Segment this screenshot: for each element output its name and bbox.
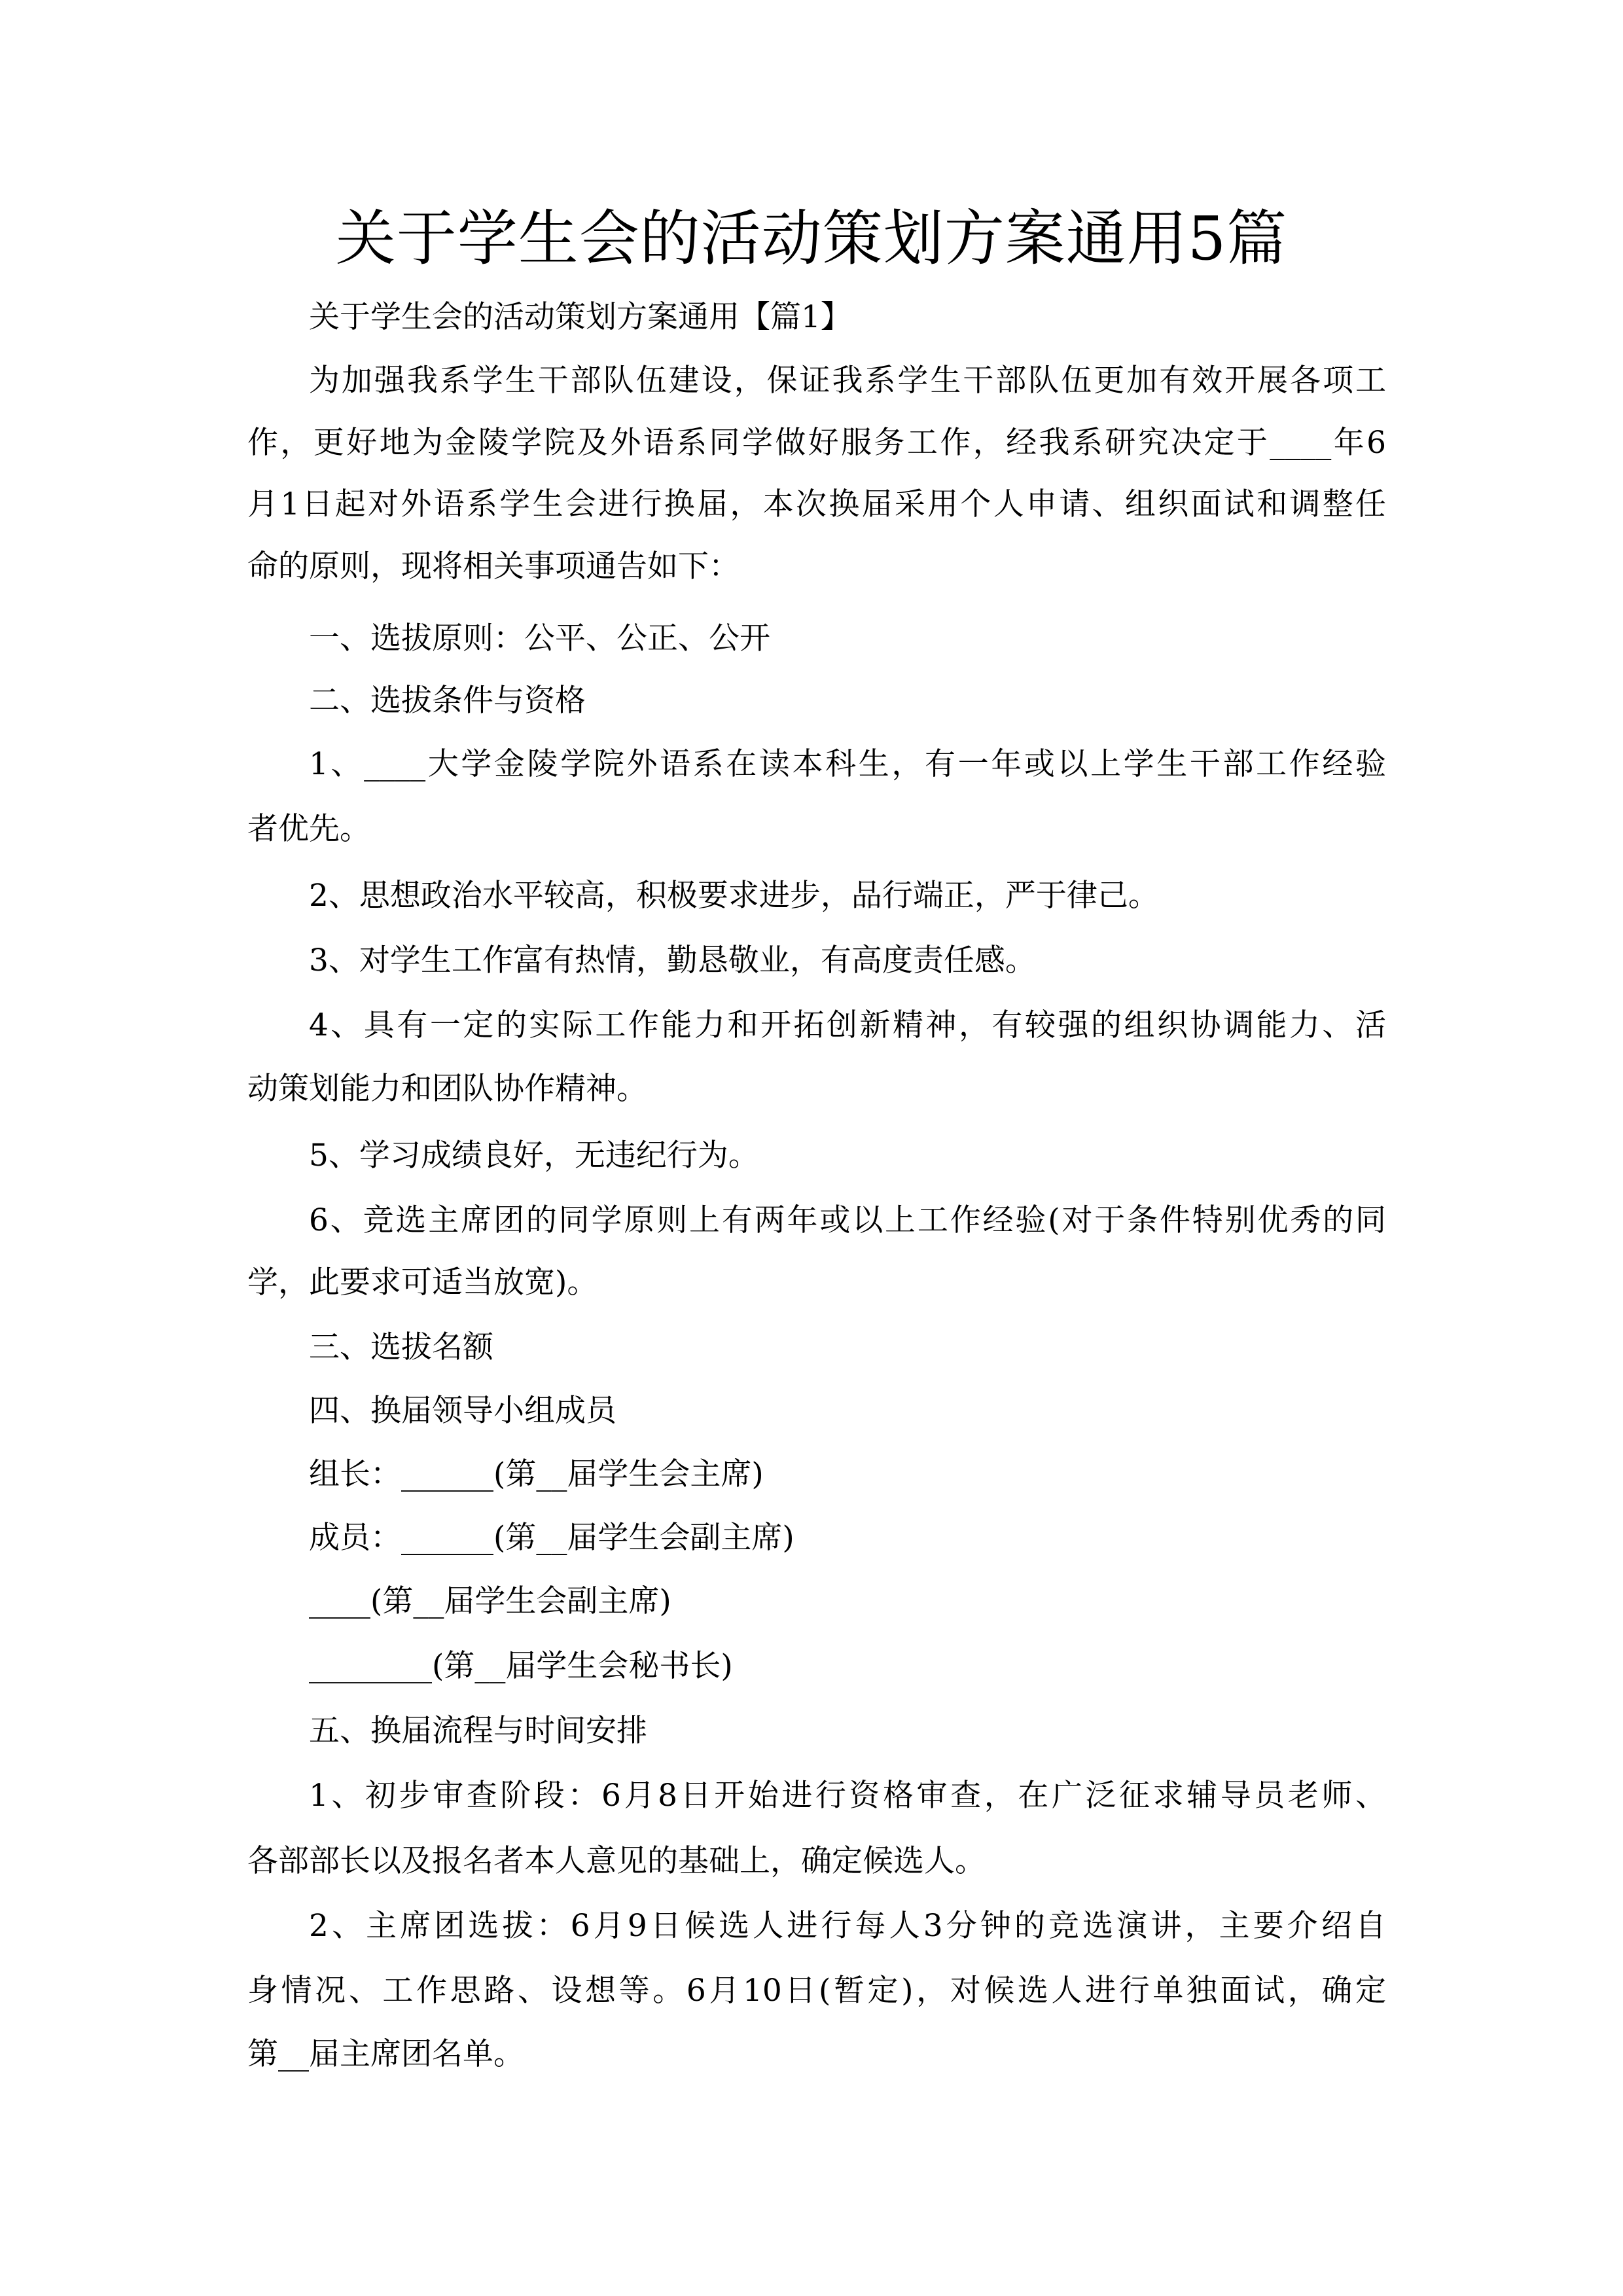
list-item-continued: 者优先。: [247, 811, 370, 847]
list-item: 1、初步审查阶段：6月8日开始进行资格审查，在广泛征求辅导员老师、: [309, 1778, 1386, 1814]
list-item-continued: 身情况、工作思路、设想等。6月10日(暂定)，对候选人进行单独面试，确定: [247, 1973, 1386, 2009]
group-member-line: ________(第__届学生会秘书长): [309, 1648, 733, 1684]
list-item-continued: 动策划能力和团队协作精神。: [247, 1071, 647, 1107]
section-subtitle: 关于学生会的活动策划方案通用【篇1】: [309, 299, 851, 335]
heading-conditions: 二、选拔条件与资格: [309, 683, 586, 719]
group-member-line: ____(第__届学生会副主席): [309, 1583, 671, 1619]
paragraph-line: 为加强我系学生干部队伍建设，保证我系学生干部队伍更加有效开展各项工: [309, 363, 1386, 399]
list-item: 2、思想政治水平较高，积极要求进步，品行端正，严于律己。: [309, 878, 1159, 914]
list-item: 3、对学生工作富有热情，勤恳敬业，有高度责任感。: [309, 942, 1036, 978]
list-item-continued: 各部部长以及报名者本人意见的基础上，确定候选人。: [247, 1843, 986, 1879]
document-title: 关于学生会的活动策划方案通用5篇: [335, 204, 1288, 274]
paragraph-line: 作，更好地为金陵学院及外语系同学做好服务工作，经我系研究决定于____年6: [247, 425, 1386, 461]
group-member-line: 成员：______(第__届学生会副主席): [309, 1520, 794, 1556]
list-item-continued: 第__届主席团名单。: [247, 2036, 524, 2072]
heading-leadership-group: 四、换届领导小组成员: [309, 1393, 616, 1429]
list-item: 6、竞选主席团的同学原则上有两年或以上工作经验(对于条件特别优秀的同: [309, 1202, 1386, 1238]
list-item: 1、____大学金陵学院外语系在读本科生，有一年或以上学生干部工作经验: [309, 746, 1386, 782]
paragraph-line: 月1日起对外语系学生会进行换届，本次换届采用个人申请、组织面试和调整任: [247, 486, 1386, 522]
paragraph-line: 命的原则，现将相关事项通告如下：: [247, 548, 740, 584]
heading-principles: 一、选拔原则：公平、公正、公开: [309, 620, 770, 656]
list-item: 2、主席团选拔：6月9日候选人进行每人3分钟的竞选演讲，主要介绍自: [309, 1908, 1386, 1944]
list-item-continued: 学，此要求可适当放宽)。: [247, 1265, 598, 1300]
group-leader-line: 组长：______(第__届学生会主席): [309, 1456, 764, 1492]
list-item: 4、具有一定的实际工作能力和开拓创新精神，有较强的组织协调能力、活: [309, 1007, 1386, 1043]
heading-quota: 三、选拔名额: [309, 1329, 493, 1365]
heading-process: 五、换届流程与时间安排: [309, 1713, 647, 1749]
list-item: 5、学习成绩良好，无违纪行为。: [309, 1138, 759, 1174]
